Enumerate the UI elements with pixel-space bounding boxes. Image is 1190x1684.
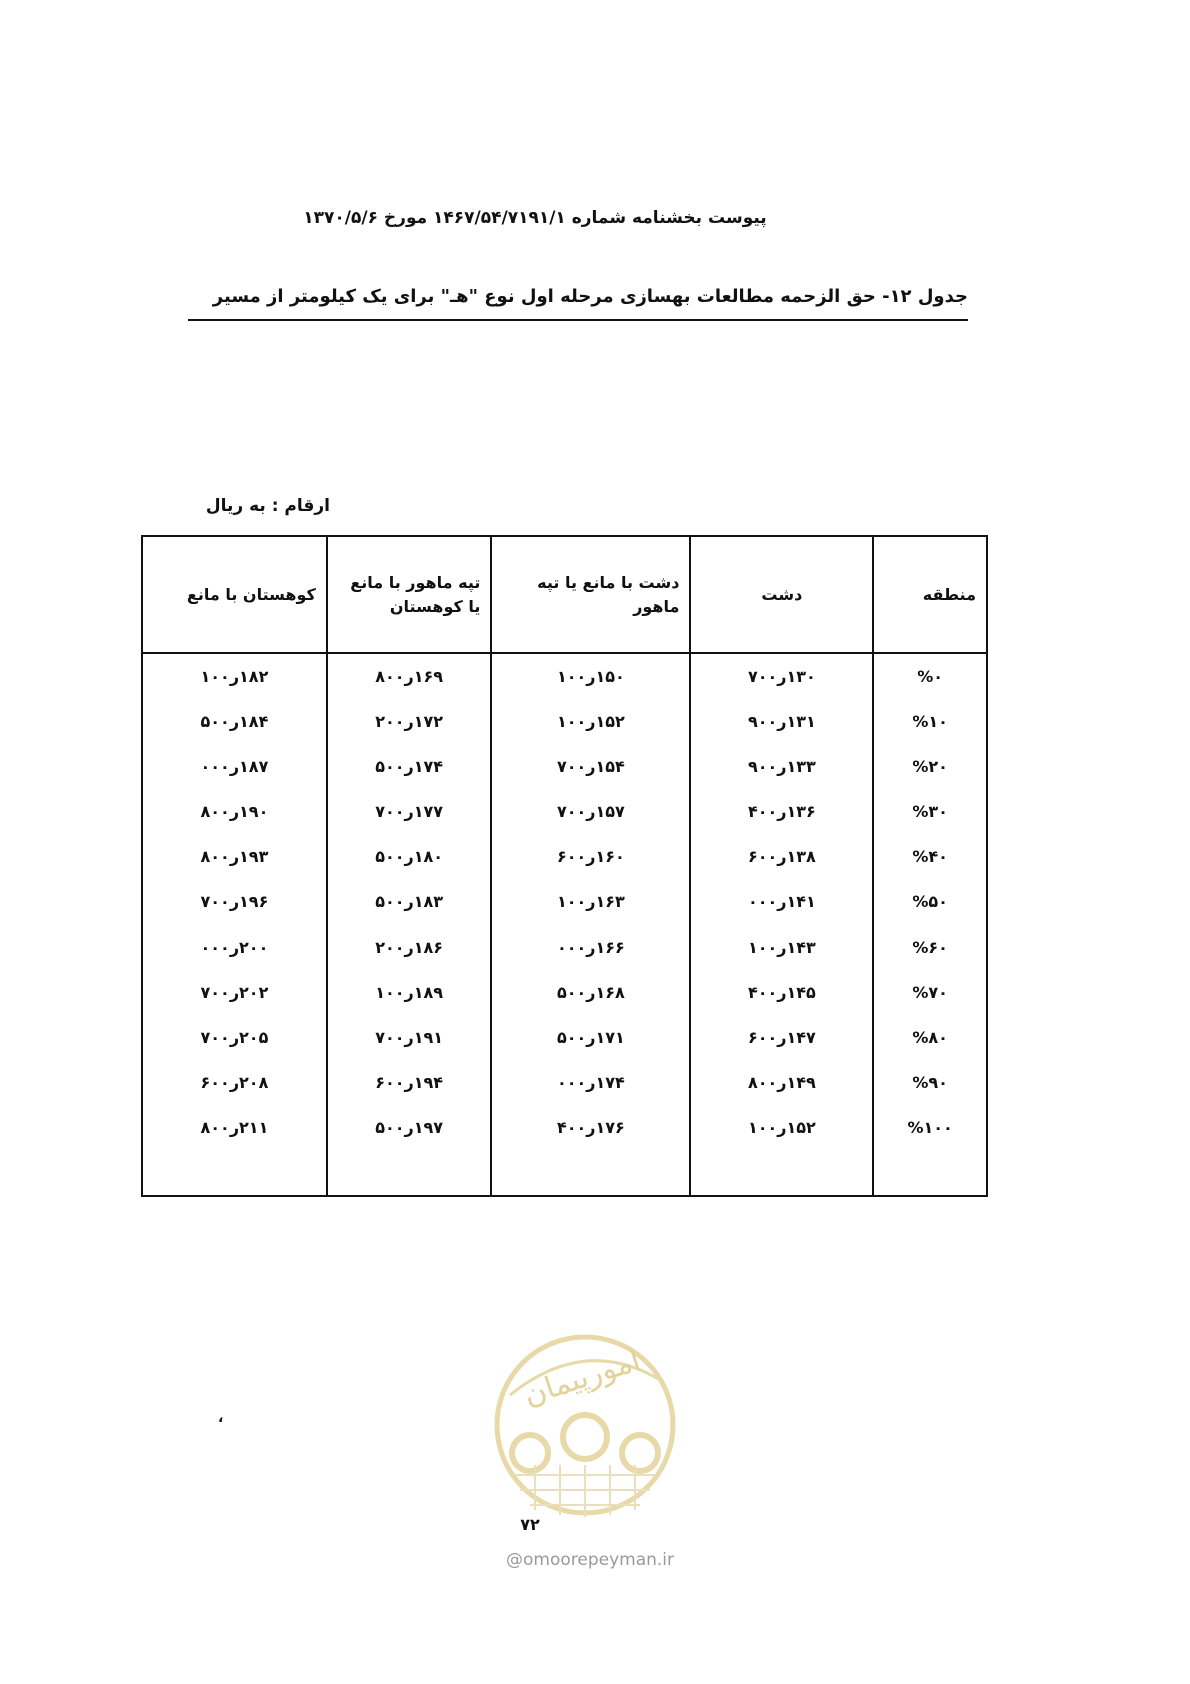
- header-region: منطقه: [873, 536, 987, 653]
- cell-region: %۱۰۰: [873, 1105, 987, 1150]
- cell-plain: ۱۴۳ر۱۰۰: [690, 924, 873, 969]
- cell-plain-with-obstacle: ۱۶۸ر۵۰۰: [491, 970, 690, 1015]
- cell-region: %۶۰: [873, 924, 987, 969]
- cell-mountain-with-obstacle: ۲۰۸ر۶۰۰: [142, 1060, 327, 1105]
- header-hilly-with-obstacle: تپه ماهور با مانع یا کوهستان: [327, 536, 492, 653]
- cell-plain-with-obstacle: ۱۶۶ر۰۰۰: [491, 924, 690, 969]
- table-row: [142, 653, 987, 699]
- cell-region: %۳۰: [873, 789, 987, 834]
- cell-plain-with-obstacle: ۱۷۱ر۵۰۰: [491, 1015, 690, 1060]
- cell-plain-with-obstacle: ۱۵۴ر۷۰۰: [491, 744, 690, 789]
- cell-mountain-with-obstacle: ۱۸۷ر۰۰۰: [142, 744, 327, 789]
- table-title: جدول ۱۲- حق الزحمه مطالعات بهسازی مرحله اول نوع "هـ" برای یک کیلومتر از مسیر: [188, 286, 968, 321]
- table-row: [142, 699, 987, 744]
- cell-hilly-with-obstacle: ۱۸۶ر۲۰۰: [327, 924, 492, 969]
- table-row: [142, 834, 987, 879]
- cell-mountain-with-obstacle: ۱۹۰ر۸۰۰: [142, 789, 327, 834]
- cell-plain: ۱۳۱ر۹۰۰: [690, 699, 873, 744]
- cell-plain: ۱۳۳ر۹۰۰: [690, 744, 873, 789]
- at-icon: @: [505, 1550, 523, 1570]
- cell-plain: ۱۳۶ر۴۰۰: [690, 789, 873, 834]
- table-row: [142, 970, 987, 1015]
- cell-plain: ۱۴۹ر۸۰۰: [690, 1060, 873, 1105]
- circular-reference-line: پیوست بخشنامه شماره ۱۴۶۷/۵۴/۷۱۹۱/۱ مورخ ۱۳۷۰/۵/۶: [303, 208, 767, 228]
- cell-region: %۴۰: [873, 834, 987, 879]
- cell-plain: ۱۵۲ر۱۰۰: [690, 1105, 873, 1150]
- cell-hilly-with-obstacle: ۱۸۹ر۱۰۰: [327, 970, 492, 1015]
- cell-plain-with-obstacle: ۱۶۰ر۶۰۰: [491, 834, 690, 879]
- site-label-text: omoorepeyman.ir: [522, 1550, 675, 1570]
- cell-plain-with-obstacle: ۱۵۲ر۱۰۰: [491, 699, 690, 744]
- cell-mountain-with-obstacle: ۱۸۲ر۱۰۰: [142, 653, 327, 699]
- cell-hilly-with-obstacle: ۱۸۳ر۵۰۰: [327, 879, 492, 924]
- header-plain: دشت: [690, 536, 873, 653]
- cell-mountain-with-obstacle: ۲۰۲ر۷۰۰: [142, 970, 327, 1015]
- table-row: [142, 744, 987, 789]
- cell-hilly-with-obstacle: ۱۸۰ر۵۰۰: [327, 834, 492, 879]
- table-row: [142, 1060, 987, 1105]
- cell-mountain-with-obstacle: ۱۹۶ر۷۰۰: [142, 879, 327, 924]
- cell-mountain-with-obstacle: ۲۰۰ر۰۰۰: [142, 924, 327, 969]
- table-body: [142, 653, 987, 1196]
- cell-plain: ۱۴۱ر۰۰۰: [690, 879, 873, 924]
- cell-region: %۸۰: [873, 1015, 987, 1060]
- table-row: [142, 789, 987, 834]
- cell-plain-with-obstacle: ۱۵۷ر۷۰۰: [491, 789, 690, 834]
- cell-region: %۷۰: [873, 970, 987, 1015]
- cell-hilly-with-obstacle: ۱۹۴ر۶۰۰: [327, 1060, 492, 1105]
- table-spacer-row: [142, 1150, 987, 1196]
- cell-mountain-with-obstacle: ۱۹۳ر۸۰۰: [142, 834, 327, 879]
- cell-hilly-with-obstacle: ۱۷۷ر۷۰۰: [327, 789, 492, 834]
- cell-region: %۲۰: [873, 744, 987, 789]
- table-row: [142, 924, 987, 969]
- cell-plain: ۱۴۵ر۴۰۰: [690, 970, 873, 1015]
- table-row: [142, 1015, 987, 1060]
- cell-region: %۱۰: [873, 699, 987, 744]
- site-label: [490, 1550, 690, 1570]
- cell-mountain-with-obstacle: ۲۰۵ر۷۰۰: [142, 1015, 327, 1060]
- cell-hilly-with-obstacle: ۱۷۴ر۵۰۰: [327, 744, 492, 789]
- fee-table: [141, 535, 988, 1197]
- header-plain-with-obstacle: دشت با مانع یا تپه ماهور: [491, 536, 690, 653]
- units-note: ارقام : به ریال: [205, 496, 330, 516]
- cell-hilly-with-obstacle: ۱۶۹ر۸۰۰: [327, 653, 492, 699]
- cell-mountain-with-obstacle: ۱۸۴ر۵۰۰: [142, 699, 327, 744]
- cell-region: %۹۰: [873, 1060, 987, 1105]
- cell-mountain-with-obstacle: ۲۱۱ر۸۰۰: [142, 1105, 327, 1150]
- cell-hilly-with-obstacle: ۱۹۷ر۵۰۰: [327, 1105, 492, 1150]
- cell-plain: ۱۳۰ر۷۰۰: [690, 653, 873, 699]
- cell-plain-with-obstacle: ۱۷۴ر۰۰۰: [491, 1060, 690, 1105]
- table-row: [142, 1105, 987, 1150]
- cell-hilly-with-obstacle: ۱۷۲ر۲۰۰: [327, 699, 492, 744]
- cell-region: %۵۰: [873, 879, 987, 924]
- omoorepeyman-logo-watermark: [490, 1325, 680, 1535]
- cell-plain-with-obstacle: ۱۷۶ر۴۰۰: [491, 1105, 690, 1150]
- stray-mark: ،: [218, 1410, 224, 1426]
- page-number: ۷۲: [520, 1515, 540, 1534]
- cell-plain-with-obstacle: ۱۶۳ر۱۰۰: [491, 879, 690, 924]
- cell-region: %۰: [873, 653, 987, 699]
- cell-plain-with-obstacle: ۱۵۰ر۱۰۰: [491, 653, 690, 699]
- logo-text: امورپیمان: [519, 1342, 645, 1414]
- cell-hilly-with-obstacle: ۱۹۱ر۷۰۰: [327, 1015, 492, 1060]
- table-row: [142, 879, 987, 924]
- header-mountain-with-obstacle: کوهستان با مانع: [142, 536, 327, 653]
- cell-plain: ۱۳۸ر۶۰۰: [690, 834, 873, 879]
- cell-plain: ۱۴۷ر۶۰۰: [690, 1015, 873, 1060]
- table-header-row: [142, 536, 987, 653]
